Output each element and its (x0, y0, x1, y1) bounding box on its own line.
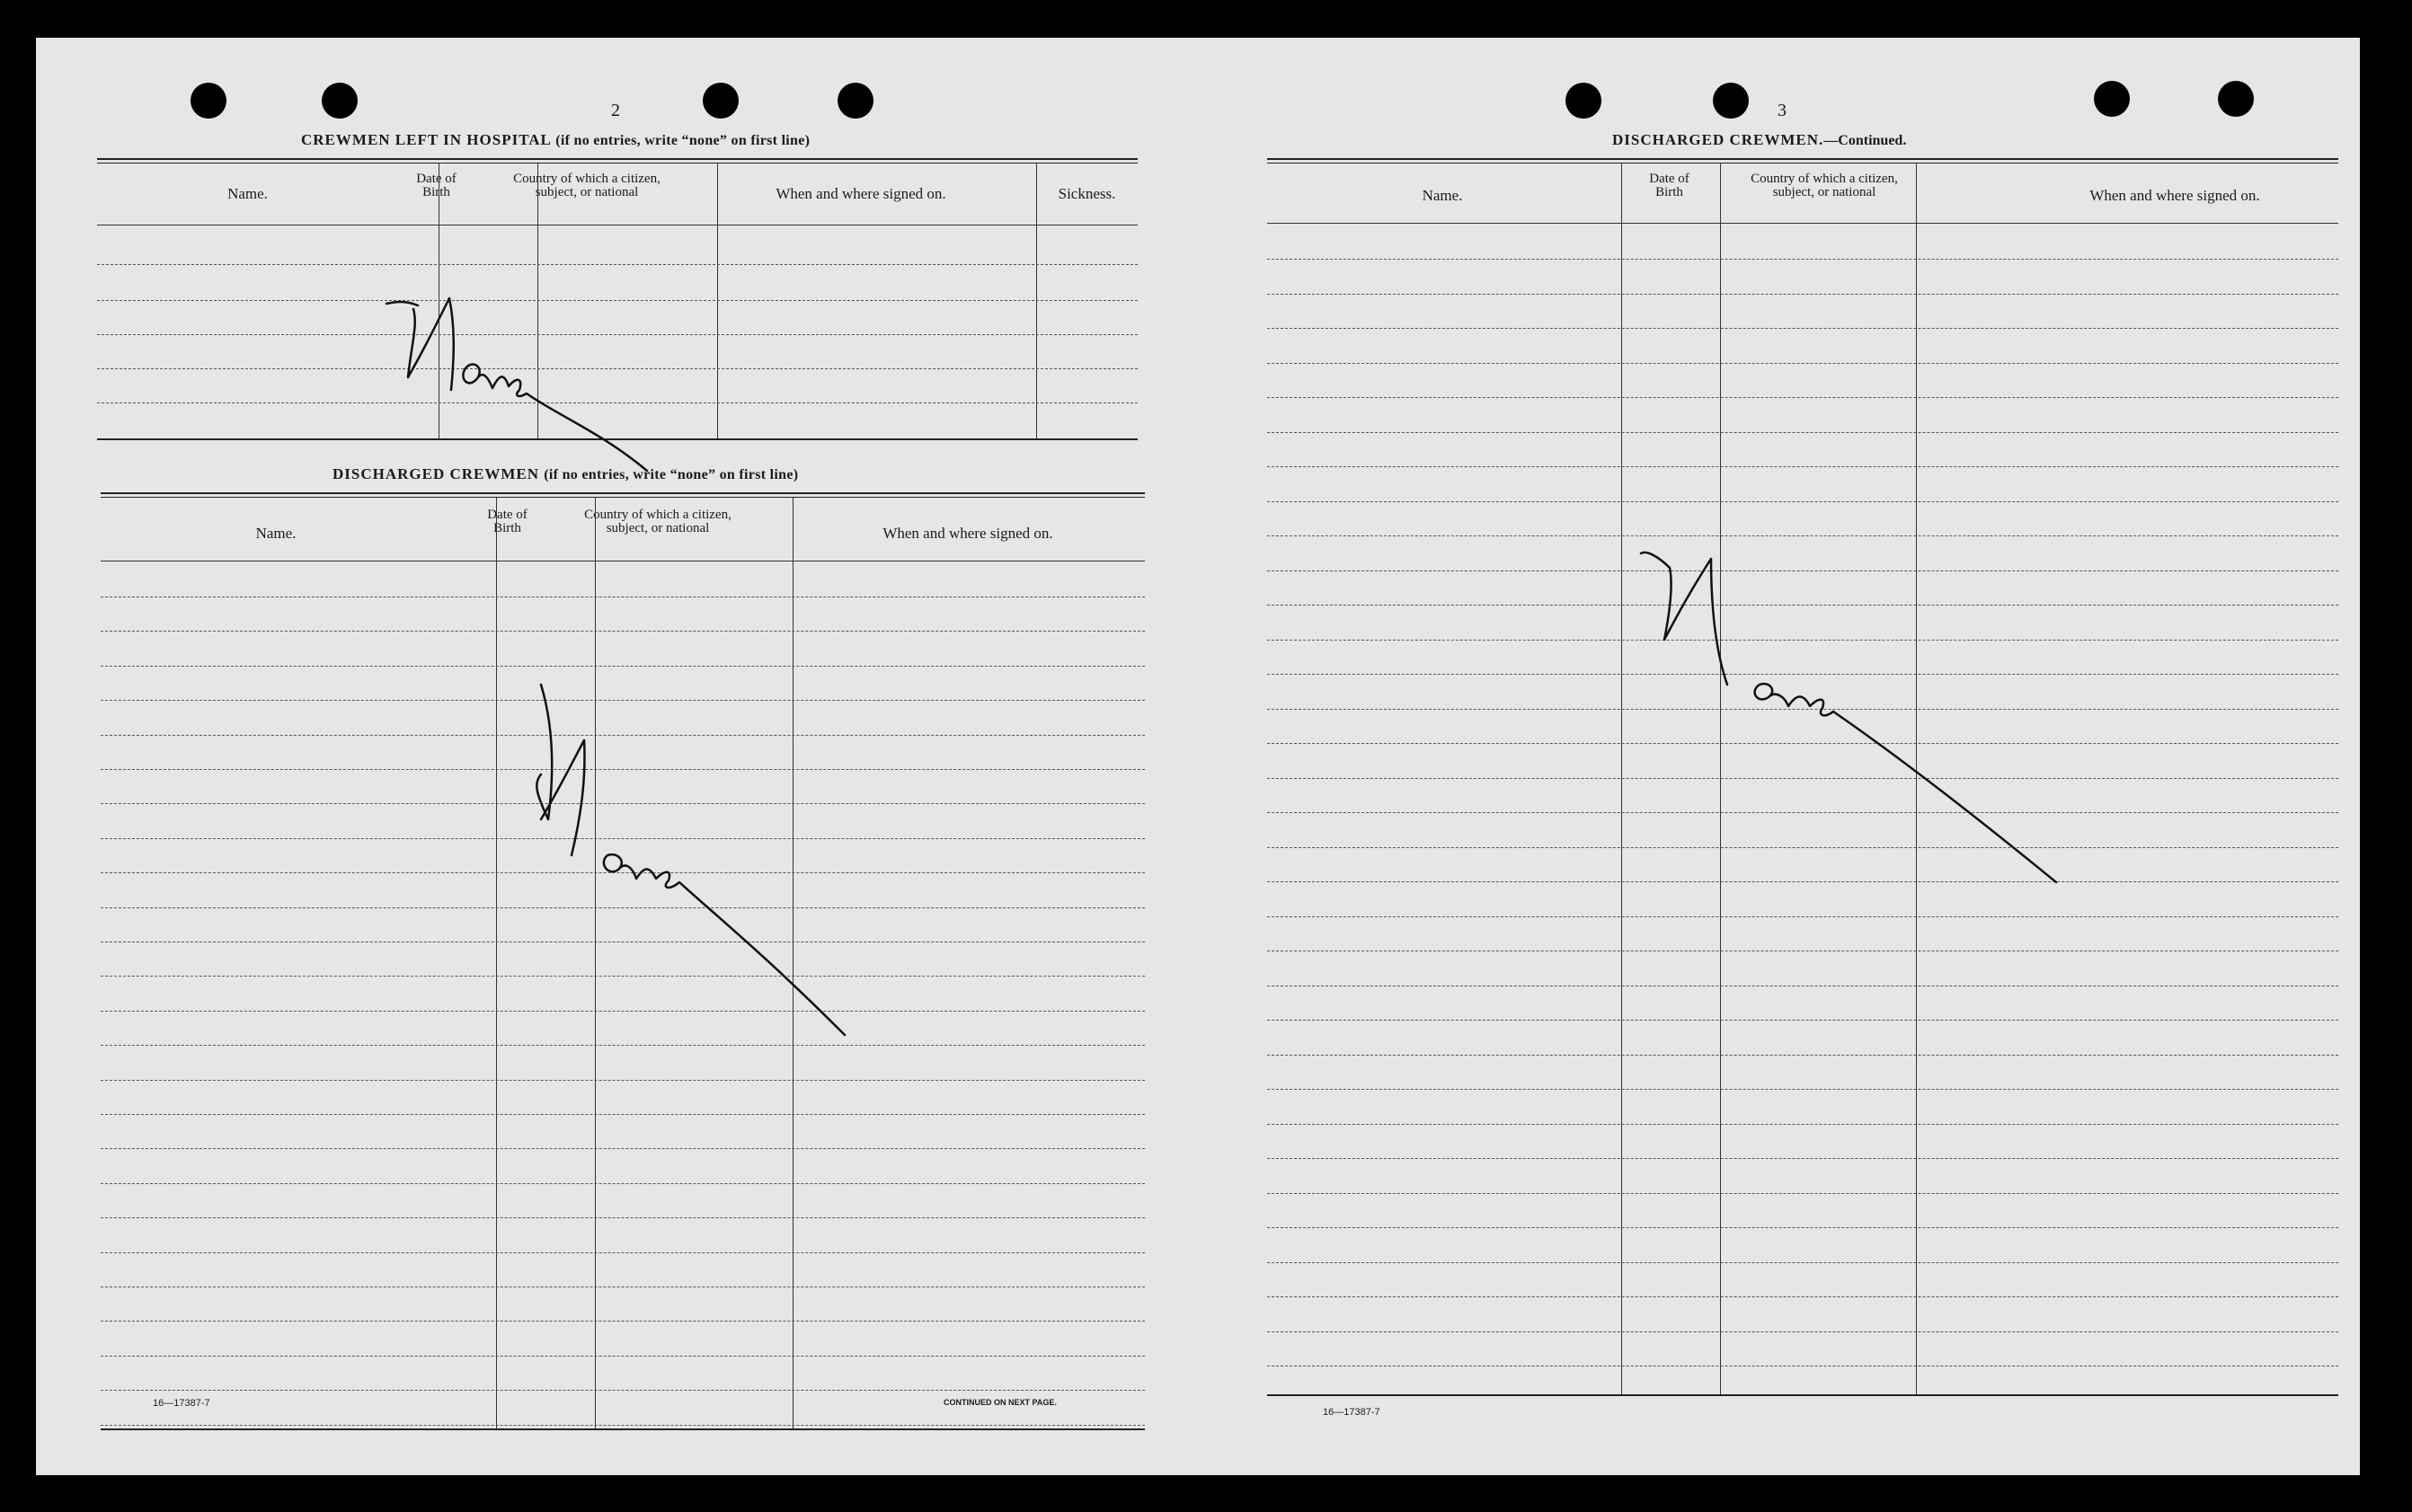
col-header-country: Country of which a citizen, subject, or national (513, 172, 661, 199)
entry-line (101, 1148, 1145, 1149)
col-header-sickness: Sickness. (1058, 185, 1116, 202)
form-number-left: 16—17387-7 (153, 1398, 210, 1409)
entry-line (1267, 1193, 2338, 1194)
col-header-when-where: When and where signed on. (2089, 187, 2260, 204)
entry-line (101, 1321, 1145, 1322)
entry-line (1267, 432, 2338, 433)
page-number-left: 2 (611, 101, 620, 120)
entry-line (101, 1252, 1145, 1253)
hospital-section-title (301, 131, 810, 149)
title-continued-suffix: —Continued. (1823, 133, 1907, 148)
entry-line (1267, 363, 2338, 364)
col-header-country: Country of which a citizen, subject, or national (584, 508, 732, 535)
table-top-rule (101, 492, 1145, 498)
handwritten-none-right (1634, 514, 2065, 891)
table-bottom-rule (1267, 1394, 2338, 1396)
col-header-when-where: When and where signed on. (882, 525, 1053, 542)
punch-hole (322, 83, 358, 119)
table-top-rule (97, 158, 1138, 164)
punch-hole (703, 83, 739, 119)
punch-hole (1713, 83, 1749, 119)
form-number-right: 16—17387-7 (1323, 1407, 1380, 1418)
entry-line (1267, 1124, 2338, 1125)
column-divider (496, 498, 497, 1428)
page-number-right: 3 (1778, 101, 1787, 120)
column-divider (717, 164, 718, 438)
punch-hole (2218, 81, 2254, 117)
entry-line (101, 1390, 1145, 1391)
entry-line (1267, 1158, 2338, 1159)
entry-line (1267, 1296, 2338, 1297)
continued-note: CONTINUED ON NEXT PAGE. (944, 1398, 1057, 1407)
document-sheet (36, 38, 2360, 1475)
entry-line (1267, 501, 2338, 502)
discharged-title-text: DISCHARGED CREWMEN (333, 465, 540, 482)
col-header-name: Name. (1422, 187, 1463, 204)
discharged-continued-title-text: DISCHARGED CREWMEN. (1612, 131, 1824, 148)
table-bottom-rule (101, 1428, 1145, 1430)
col-header-date-of-birth: Date of Birth (416, 172, 457, 199)
entry-line (101, 1080, 1145, 1081)
entry-line (101, 1217, 1145, 1218)
entry-line (1267, 1262, 2338, 1263)
entry-line (1267, 328, 2338, 329)
col-header-date-of-birth: Date of Birth (487, 508, 528, 535)
handwritten-none-discharged-left (521, 685, 863, 1044)
entry-line (1267, 916, 2338, 917)
entry-line (101, 1045, 1145, 1046)
entry-line (1267, 259, 2338, 260)
discharged-title-note: (if no entries, write “none” on first line) (544, 467, 799, 482)
entry-line (1267, 1089, 2338, 1090)
entry-line (1267, 1020, 2338, 1021)
punch-hole (1565, 83, 1601, 119)
entry-line (1267, 294, 2338, 295)
punch-hole (191, 83, 226, 119)
entry-line (101, 1114, 1145, 1115)
column-divider (1621, 164, 1622, 1394)
entry-line (101, 1425, 1145, 1426)
discharged-continued-title (1612, 131, 1906, 149)
entry-line (101, 1183, 1145, 1184)
entry-line (1267, 1331, 2338, 1332)
punch-hole (2094, 81, 2130, 117)
handwritten-none-hospital (368, 244, 674, 460)
col-header-date-of-birth: Date of Birth (1649, 172, 1689, 199)
hospital-title-note: (if no entries, write “none” on first line) (555, 133, 811, 148)
col-header-country: Country of which a citizen, subject, or national (1751, 172, 1898, 199)
entry-line (1267, 466, 2338, 467)
column-divider (1036, 164, 1037, 438)
col-header-when-where: When and where signed on. (776, 185, 946, 202)
entry-line (1267, 1055, 2338, 1056)
entry-line (101, 666, 1145, 667)
header-divider (1267, 223, 2338, 224)
hospital-title-text: CREWMEN LEFT IN HOSPITAL (301, 131, 551, 148)
col-header-name: Name. (227, 185, 268, 202)
punch-hole (838, 83, 873, 119)
entry-line (1267, 1227, 2338, 1228)
entry-line (101, 1356, 1145, 1357)
entry-line (1267, 397, 2338, 398)
discharged-section-title (333, 465, 798, 483)
entry-line (101, 631, 1145, 632)
col-header-name: Name. (255, 525, 297, 542)
table-top-rule (1267, 158, 2338, 164)
